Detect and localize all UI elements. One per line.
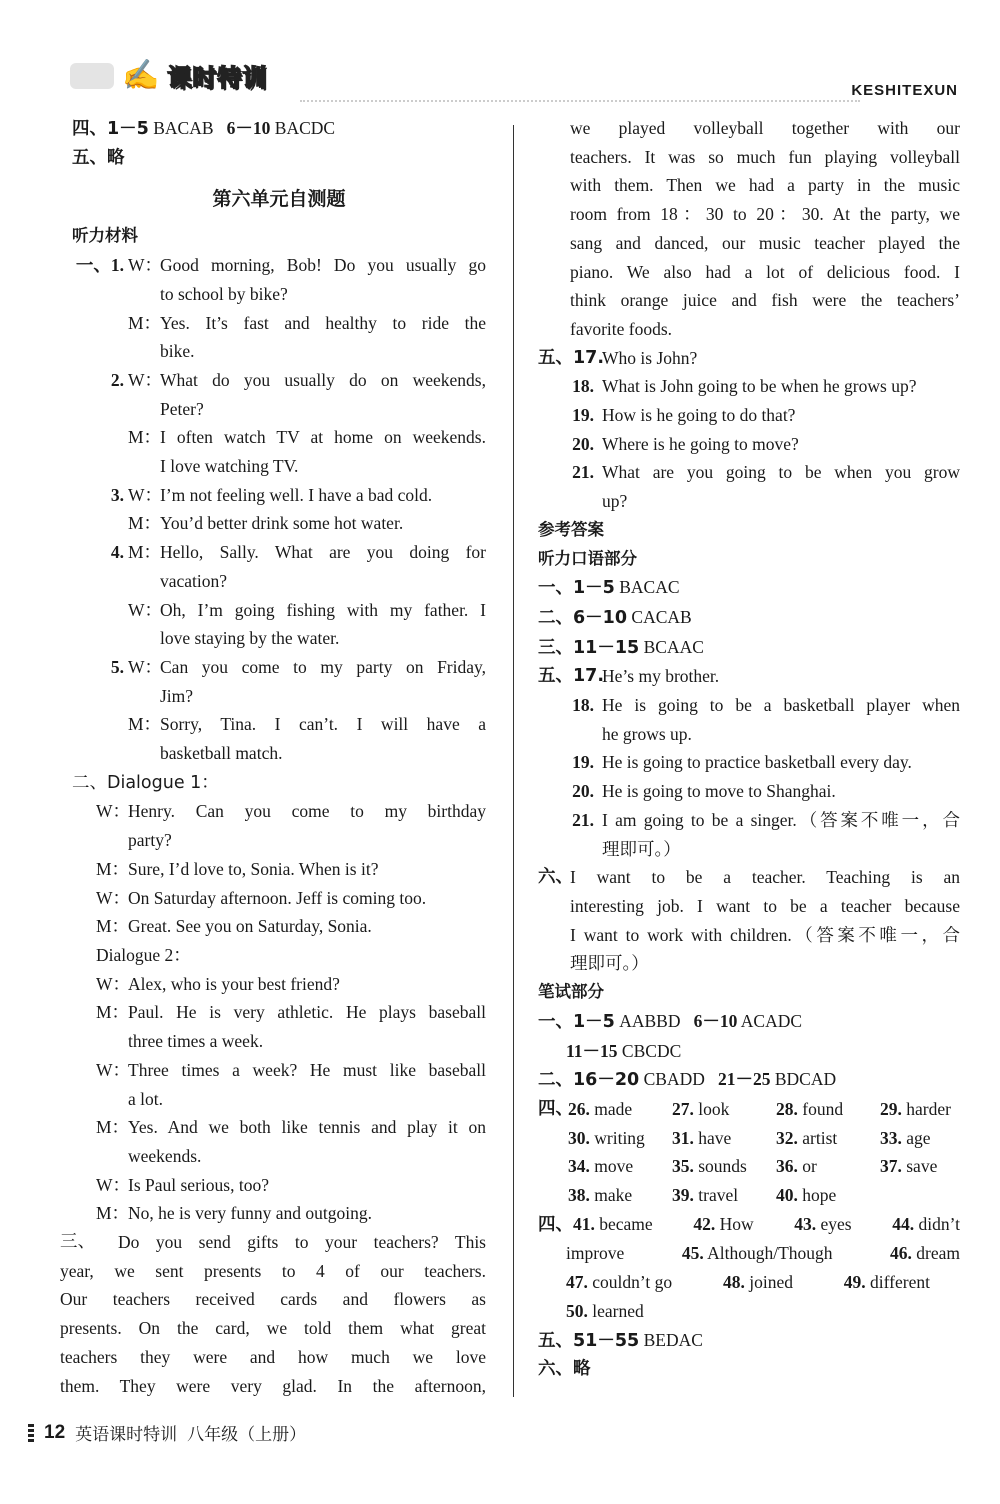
speaker-label	[96, 1027, 128, 1056]
fill-answer-row	[538, 1124, 960, 1153]
dialogue-text: to school by bike?	[160, 283, 288, 304]
item-number: 33.	[880, 1127, 902, 1148]
item-number: 37.	[880, 1156, 902, 1177]
passage-line	[60, 1314, 486, 1343]
dialogue-text: Oh, I’m going fishing with my father. I	[160, 599, 486, 620]
passage-text: Do you send gifts to your teachers? This	[118, 1232, 486, 1253]
dialogue-text: What do you usually do on weekends,	[160, 369, 486, 390]
answer-word: writing	[594, 1127, 645, 1148]
logo-mark	[70, 63, 114, 89]
dialogue-line	[72, 1085, 486, 1114]
item-number	[72, 567, 128, 596]
part5-questions	[538, 344, 960, 516]
dialogue-text: Henry. Can you come to my birthday	[128, 801, 486, 822]
part6-answer	[538, 863, 960, 978]
speaker-label: W：	[96, 1059, 131, 1080]
item-number: 19.	[572, 752, 594, 773]
speaker-label: M：	[128, 542, 162, 563]
dialogue-line	[72, 596, 486, 625]
dialogue-line	[72, 366, 486, 395]
speaker-label: M：	[96, 858, 130, 879]
dialogue-line	[72, 309, 486, 338]
passage-text: teachers. It was so much fun playing volleyball	[570, 146, 960, 167]
item-number	[538, 835, 602, 864]
numbered-line	[538, 748, 960, 777]
dialogue-line	[72, 912, 486, 941]
answer-word: or	[802, 1156, 817, 1177]
numbered-line	[538, 720, 960, 749]
item-number	[72, 624, 128, 653]
item-number: 28.	[776, 1098, 798, 1119]
passage-text: teachers they were and how much we love	[60, 1346, 486, 1367]
passage-text: Our teachers received cards and flowers as	[60, 1289, 486, 1310]
dialogue-line	[72, 826, 486, 855]
answer-text: up?	[602, 491, 628, 512]
answer-text: interesting job. I want to be a teacher because	[570, 895, 960, 916]
item-number: 18.	[572, 695, 594, 716]
written-answer-4a	[538, 1095, 960, 1210]
fill-answer	[776, 1181, 880, 1210]
fill-answer-row	[538, 1152, 960, 1181]
dialogue2-heading: Dialogue 2：	[96, 944, 191, 965]
oral-part5-answers	[538, 662, 960, 863]
dialogue-text: I love watching TV.	[160, 456, 299, 477]
part6-line	[538, 892, 960, 921]
header-logo	[70, 58, 267, 93]
passage-line	[60, 1372, 486, 1401]
item-number	[72, 682, 128, 711]
dialogue-text: No, he is very funny and outgoing.	[128, 1203, 372, 1224]
dialogue-line	[72, 395, 486, 424]
fill-answer	[672, 1181, 776, 1210]
item-number: 一、1.	[75, 255, 124, 276]
speaker-label	[96, 1085, 128, 1114]
dialogue-text: three times a week.	[128, 1031, 264, 1052]
dialogue-line	[72, 280, 486, 309]
speaker-label	[128, 280, 160, 309]
answer-text: I want to work with children.（答案不唯一，合	[570, 924, 960, 945]
part-number	[538, 1124, 568, 1153]
answer-word: made	[594, 1098, 633, 1119]
dialogue-line	[72, 481, 486, 510]
answer-range: 二、6－10	[538, 607, 628, 628]
numbered-line	[538, 662, 960, 691]
item-number	[72, 337, 128, 366]
item-number: 20.	[572, 781, 594, 802]
dialogue-text: love staying by the water.	[160, 628, 340, 649]
part2-heading: 二、Dialogue 1：	[72, 772, 219, 793]
answer-text: I want to be a teacher. Teaching is an	[570, 867, 960, 888]
oral-answer	[538, 603, 960, 633]
written-answer-5: 五、51－55 BEDAC	[538, 1329, 703, 1351]
fill-answer	[880, 1095, 970, 1124]
dialogue-line	[72, 653, 486, 682]
item-number	[72, 309, 128, 338]
part1-dialogues	[72, 251, 486, 768]
answer-word: make	[594, 1185, 633, 1206]
answer-word: age	[906, 1127, 931, 1148]
item-number: 4.	[110, 542, 124, 563]
item-number: 21.	[572, 462, 594, 483]
speaker-label: W：	[96, 1174, 131, 1195]
answer-text: He is going to be a basketball player when	[602, 695, 960, 716]
dialogue-line	[72, 251, 486, 280]
numbered-line	[538, 372, 960, 401]
item-number: 35.	[672, 1156, 694, 1177]
item-number	[72, 739, 128, 768]
answer-word: found	[802, 1098, 844, 1119]
speaker-label: W：	[128, 599, 163, 620]
part6-line	[538, 863, 960, 892]
passage-line	[60, 1285, 486, 1314]
dialogue-text: Yes. It’s fast and healthy to ride the	[160, 312, 486, 333]
speaker-label	[96, 826, 128, 855]
item-number: 5.	[110, 656, 124, 677]
answer-text: 理即可。）	[602, 838, 681, 859]
item-number: 27.	[672, 1098, 694, 1119]
passage-text: them. They were very glad. In the afternoon,	[60, 1375, 486, 1396]
speaker-label: W：	[128, 255, 163, 276]
answer-word: harder	[906, 1098, 951, 1119]
written-answer-6: 六、略	[538, 1359, 591, 1380]
speaker-label: M：	[128, 714, 162, 735]
item-number	[72, 452, 128, 481]
fill-answer	[776, 1095, 880, 1124]
dialogue-line	[72, 682, 486, 711]
grade-label: 八年级（上册）	[187, 1425, 307, 1445]
dialogue-text: Great. See you on Saturday, Sonia.	[128, 916, 372, 937]
pen-icon: ✍	[122, 58, 160, 92]
item-number: 21.	[572, 809, 594, 830]
oral-answers	[538, 573, 960, 662]
dialogue-line	[72, 1171, 486, 1200]
answer-value: CACAB	[631, 606, 692, 627]
speaker-label	[128, 395, 160, 424]
dialogue-line	[72, 710, 486, 739]
answer-value: BACAC	[619, 577, 680, 598]
part-number	[538, 1181, 568, 1210]
fill-answer	[568, 1181, 672, 1210]
item-number: 34.	[568, 1156, 590, 1177]
item-number	[72, 423, 128, 452]
item-number	[72, 596, 128, 625]
fill-answer	[776, 1124, 880, 1153]
speaker-label	[128, 337, 160, 366]
dialogue-line	[72, 1027, 486, 1056]
answer-range: 四、1－5	[72, 119, 149, 139]
item-number: 20.	[572, 433, 594, 454]
dialogue-line	[72, 423, 486, 452]
answer-text: Where is he going to move?	[602, 433, 799, 454]
dialogue-line	[72, 797, 486, 826]
dialogue-line	[72, 538, 486, 567]
dialogue-line	[72, 452, 486, 481]
answer-range: 6－10	[226, 118, 271, 138]
dialogue-text: Is Paul serious, too?	[128, 1174, 269, 1195]
item-number: 30.	[568, 1127, 590, 1148]
answer-text: He is going to practice basketball every day.	[602, 752, 912, 773]
dialogue-text: party?	[128, 830, 172, 851]
speaker-label: W：	[128, 484, 163, 505]
answer-text: What is John going to be when he grows up?	[602, 376, 917, 397]
fill-answer	[672, 1124, 776, 1153]
dialogue-line	[72, 739, 486, 768]
part6-line	[538, 921, 960, 950]
speaker-label	[128, 682, 160, 711]
dialogue-line	[72, 970, 486, 999]
fill-answer	[568, 1124, 672, 1153]
answer-text: How is he going to do that?	[602, 405, 796, 426]
numbered-line	[538, 487, 960, 516]
dialogue-line	[72, 1113, 486, 1142]
passage-text: room from 18：30 to 20：30. At the party, we	[570, 204, 960, 225]
fill-answer	[880, 1181, 970, 1210]
answer-text: Who is John?	[602, 347, 698, 368]
answer-word: move	[594, 1156, 634, 1177]
part-number: 三、	[60, 1232, 95, 1253]
dialogue-text: You’d better drink some hot water.	[160, 513, 404, 534]
part3-passage	[60, 1228, 486, 1400]
speaker-label: M：	[128, 427, 162, 448]
answer-range: 三、11－15	[538, 637, 640, 658]
dialogue-text: basketball match.	[160, 743, 283, 764]
dialogue-text: Sure, I’d love to, Sonia. When is it?	[128, 858, 379, 879]
dialogue-line	[72, 567, 486, 596]
speaker-label: W：	[128, 369, 163, 390]
passage-text: favorite foods.	[570, 318, 673, 339]
answer-word: hope	[802, 1185, 837, 1206]
dialogue-line	[72, 1142, 486, 1171]
footer-mark	[28, 1424, 34, 1442]
dialogue-text: vacation?	[160, 570, 228, 591]
written-answer-4b-1: 四、41. became 42. How 43. eyes 44. didn’t	[538, 1213, 960, 1235]
passage-line	[60, 1257, 486, 1286]
fill-answer	[568, 1152, 672, 1181]
speaker-label	[128, 452, 160, 481]
answer-text: He’s my brother.	[602, 666, 720, 687]
dialogue-text: Yes. And we both like tennis and play it on	[128, 1117, 486, 1138]
dialogue-line	[72, 855, 486, 884]
header-rule	[300, 100, 860, 102]
left-column	[60, 114, 486, 1400]
item-number: 36.	[776, 1156, 798, 1177]
written-heading: 笔试部分	[538, 982, 604, 1002]
speaker-label: M：	[128, 513, 162, 534]
dialogue-text: Paul. He is very athletic. He plays baseball	[128, 1002, 486, 1023]
part-number	[538, 949, 570, 978]
passage-text: piano. We also had a lot of delicious food. I	[570, 261, 960, 282]
speaker-label	[128, 739, 160, 768]
speaker-label: W：	[96, 887, 131, 908]
item-number: 40.	[776, 1185, 798, 1206]
numbered-line	[538, 691, 960, 720]
page-number: 12	[44, 1421, 66, 1443]
dialogue-text: Hello, Sally. What are you doing for	[160, 542, 486, 563]
answers-heading: 参考答案	[538, 519, 604, 539]
dialogue-text: Jim?	[160, 685, 194, 706]
answer-value: BCAAC	[643, 636, 704, 657]
item-number	[72, 509, 128, 538]
numbered-line	[538, 344, 960, 373]
numbered-line	[538, 777, 960, 806]
dialogue-text: On Saturday afternoon. Jeff is coming too.	[128, 887, 427, 908]
part-number	[538, 921, 570, 950]
speaker-label: M：	[96, 916, 130, 937]
answer-text: he grows up.	[602, 723, 692, 744]
part-number	[538, 892, 570, 921]
written-answer-4b-3: 47. couldn’t go 48. joined 49. different	[566, 1272, 930, 1293]
page-footer	[28, 1420, 306, 1445]
answer-value: BACDC	[274, 118, 336, 138]
dialogue-line	[72, 1199, 486, 1228]
speaker-label	[96, 1142, 128, 1171]
dialogue-text: Three times a week? He must like baseball	[128, 1059, 486, 1080]
part3-passage-continued	[538, 114, 960, 344]
fill-answer	[776, 1152, 880, 1181]
part6-line	[538, 949, 960, 978]
answer-value: BACAB	[153, 118, 214, 138]
passage-text: year, we sent presents to 4 of our teachers.	[60, 1260, 486, 1281]
numbered-line	[538, 401, 960, 430]
answer-text: What are you going to be when you grow	[602, 462, 960, 483]
item-number: 29.	[880, 1098, 902, 1119]
item-number	[538, 720, 602, 749]
passage-text: sang and danced, our music teacher played the	[570, 232, 960, 253]
listening-heading: 听力材料	[72, 226, 138, 246]
dialogue-line	[72, 998, 486, 1027]
answer-line-4	[72, 114, 486, 144]
numbered-line	[538, 458, 960, 487]
brand-title: 课时特训	[167, 64, 268, 92]
passage-line	[60, 1228, 486, 1257]
speaker-label: W：	[96, 973, 131, 994]
fill-answer	[880, 1124, 970, 1153]
written-answer-4b-4: 50. learned	[566, 1300, 644, 1321]
dialogue-line	[72, 509, 486, 538]
written-answer-1b: 11－15 CBCDC	[566, 1040, 682, 1061]
column-divider	[513, 125, 514, 1397]
item-number: 五、17.	[538, 347, 605, 368]
dialogue-line	[72, 624, 486, 653]
item-number: 19.	[572, 405, 594, 426]
answer-word: travel	[698, 1185, 739, 1206]
item-number: 31.	[672, 1127, 694, 1148]
section-title: 第六单元自测题	[212, 188, 346, 211]
written-answer-2: 二、16－20 CBADD 21－25 BDCAD	[538, 1069, 837, 1091]
speaker-label: W：	[128, 656, 163, 677]
speaker-label: M：	[128, 312, 162, 333]
fill-answer	[880, 1152, 970, 1181]
answer-line-5: 五、略	[72, 147, 125, 168]
dialogue2	[72, 970, 486, 1228]
speaker-label	[128, 567, 160, 596]
passage-text: think orange juice and fish were the teachers’	[570, 290, 960, 311]
dialogue-text: a lot.	[128, 1088, 163, 1109]
passage-text: we played volleyball together with our	[570, 118, 960, 138]
dialogue-line	[72, 884, 486, 913]
part-number	[538, 1152, 568, 1181]
dialogue-text: bike.	[160, 341, 195, 362]
dialogue-line	[72, 337, 486, 366]
dialogue-text: Good morning, Bob! Do you usually go	[160, 255, 486, 276]
answer-word: save	[906, 1156, 938, 1177]
oral-answer	[538, 633, 960, 663]
written-answer-1: 一、1－5 AABBD 6－10 ACADC	[538, 1010, 803, 1032]
answer-word: look	[698, 1098, 730, 1119]
speaker-label: W：	[96, 801, 131, 822]
item-number: 39.	[672, 1185, 694, 1206]
passage-text: presents. On the card, we told them what great	[60, 1318, 486, 1339]
fill-answer-row	[538, 1095, 960, 1124]
speaker-label: M：	[96, 1002, 130, 1023]
part-number: 六、	[538, 867, 573, 888]
fill-answer	[672, 1095, 776, 1124]
answer-range: 一、1－5	[538, 578, 615, 599]
dialogue-text: I’m not feeling well. I have a bad cold.	[160, 484, 433, 505]
answer-text: He is going to move to Shanghai.	[602, 781, 836, 802]
item-number: 32.	[776, 1127, 798, 1148]
item-number: 26.	[568, 1098, 590, 1119]
fill-answer-row	[538, 1181, 960, 1210]
speaker-label	[128, 624, 160, 653]
answer-text: I am going to be a singer.（答案不唯一，合	[602, 809, 960, 830]
dialogue-text: Can you come to my party on Friday,	[160, 656, 486, 677]
part-number: 四、	[538, 1098, 573, 1119]
item-number	[72, 395, 128, 424]
fill-answer	[568, 1095, 672, 1124]
numbered-line	[538, 430, 960, 459]
item-number: 2.	[110, 369, 124, 390]
passage-line	[60, 1343, 486, 1372]
numbered-line	[538, 806, 960, 835]
dialogue-text: Alex, who is your best friend?	[128, 973, 340, 994]
item-number	[72, 280, 128, 309]
answer-word: have	[698, 1127, 732, 1148]
passage-text: with them. Then we had a party in the music	[570, 175, 960, 196]
item-number: 38.	[568, 1185, 590, 1206]
numbered-line	[538, 835, 960, 864]
item-number: 18.	[572, 376, 594, 397]
dialogue-line	[72, 1056, 486, 1085]
dialogue-text: weekends.	[128, 1145, 202, 1166]
speaker-label: M：	[96, 1203, 130, 1224]
book-title: 英语课时特训	[75, 1425, 178, 1445]
header-pinyin: KESHITEXUN	[851, 82, 958, 99]
dialogue-text: Peter?	[160, 398, 204, 419]
speaker-label: M：	[96, 1117, 130, 1138]
fill-answer	[672, 1152, 776, 1181]
answer-word: artist	[802, 1127, 838, 1148]
item-number	[538, 487, 602, 516]
oral-answer	[538, 573, 960, 603]
answer-text: 理即可。）	[570, 953, 649, 974]
dialogue1	[72, 797, 486, 941]
right-column	[538, 114, 960, 1384]
item-number	[72, 710, 128, 739]
written-answer-4b-2: improve 45. Although/Though 46. dream	[566, 1243, 960, 1264]
oral-heading: 听力口语部分	[538, 548, 637, 568]
dialogue-text: Sorry, Tina. I can’t. I will have a	[160, 714, 486, 735]
item-number: 3.	[110, 484, 124, 505]
item-number: 五、17.	[538, 666, 605, 687]
dialogue-text: I often watch TV at home on weekends.	[160, 427, 486, 448]
answer-word: sounds	[698, 1156, 747, 1177]
